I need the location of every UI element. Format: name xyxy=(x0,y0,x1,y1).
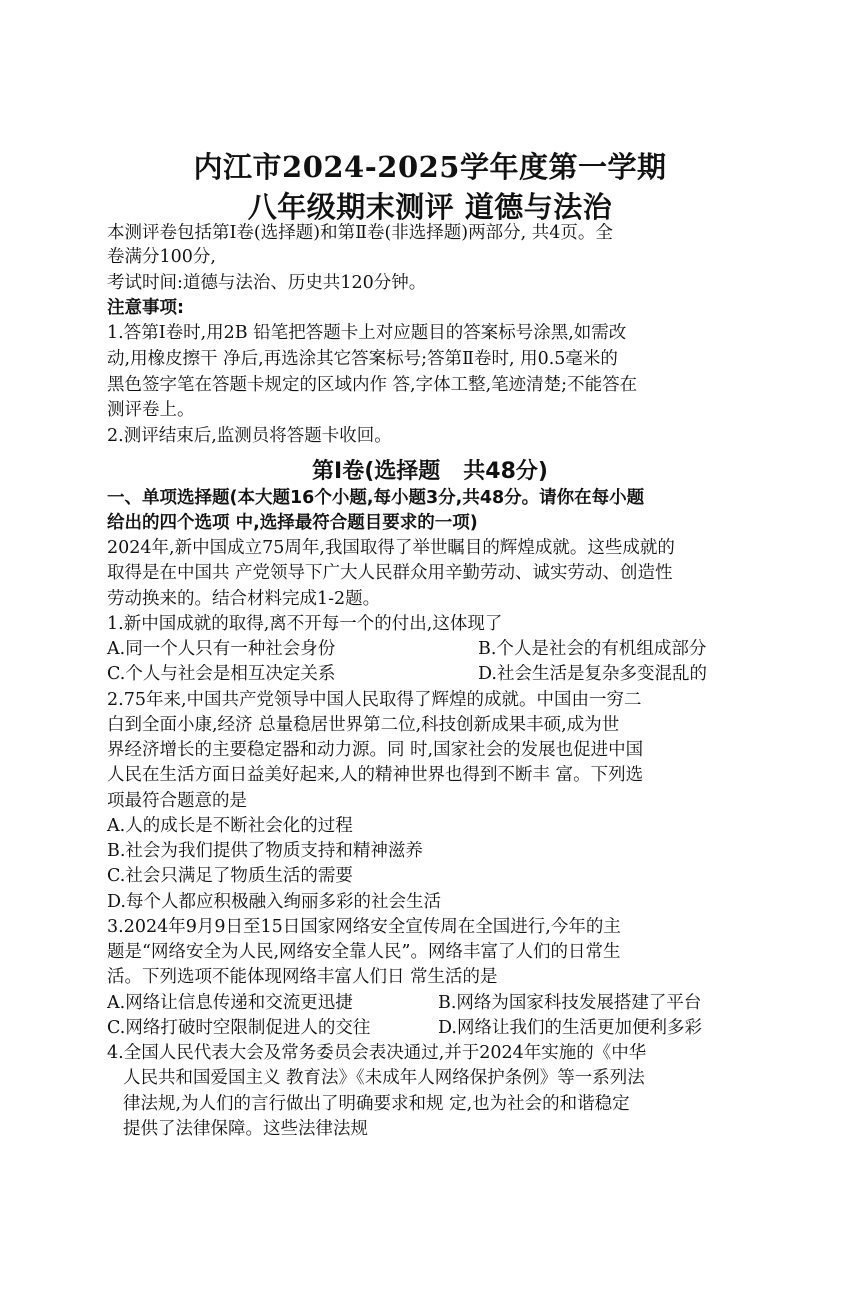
question-4-stem: 4.全国人民代表大会及常务委员会表决通过,并于2024年实施的《中华 xyxy=(107,1043,647,1063)
question-2-stem: 2.75年来,中国共产党领导中国人民取得了辉煌的成就。中国由一穷二 xyxy=(107,690,642,710)
material-line: 2024年,新中国成立75周年,我国取得了举世瞩目的辉煌成就。这些成就的 xyxy=(107,538,675,558)
question-2-option-b: B.社会为我们提供了物质支持和精神滋养 xyxy=(107,841,423,861)
notes-line: 2.测评结束后,监测员将答题卡收回。 xyxy=(107,426,392,446)
question-1-option-a: A.同一个人只有一种社会身份 xyxy=(107,639,336,659)
part1-heading: 给出的四个选项 中,选择最符合题目要求的一项) xyxy=(107,513,478,533)
question-2-option-a: A.人的成长是不断社会化的过程 xyxy=(107,816,353,836)
intro-line: 卷满分100分, xyxy=(107,247,216,267)
question-3-stem: 题是“网络安全为人民,网络安全靠人民”。网络丰富了人们的日常生 xyxy=(107,942,621,962)
question-3-stem: 活。下列选项不能体现网络丰富人们日 常生活的是 xyxy=(107,967,498,987)
material-line: 劳动换来的。结合材料完成1-2题。 xyxy=(107,589,381,609)
question-3-option-c: C.网络打破时空限制促进人的交往 xyxy=(107,1018,371,1038)
question-4-stem: 提供了法律保障。这些法律法规 xyxy=(123,1119,368,1139)
question-3-stem: 3.2024年9月9日至15日国家网络安全宣传周在全国进行,今年的主 xyxy=(107,917,621,937)
notes-line: 1.答第Ⅰ卷时,用2B 铅笔把答题卡上对应题目的答案标号涂黑,如需改 xyxy=(107,323,627,343)
exam-title-line2: 八年级期末测评 道德与法治 xyxy=(247,190,613,224)
question-1-option-d: D.社会生活是复杂多变混乱的 xyxy=(478,664,707,684)
question-4-stem: 人民共和国爱国主义 教育法》《未成年人网络保护条例》等一系列法 xyxy=(123,1068,645,1088)
question-2-option-d: D.每个人都应积极融入绚丽多彩的社会生活 xyxy=(107,892,441,912)
exam-title-line1: 内江市2024-2025学年度第一学期 xyxy=(193,150,667,184)
question-1-stem: 1.新中国成就的取得,离不开每一个的付出,这体现了 xyxy=(107,614,503,634)
section-title: 第Ⅰ卷(选择题 共48分) xyxy=(312,459,548,484)
question-4-stem: 律法规,为人们的言行做出了明确要求和规 定,也为社会的和谐稳定 xyxy=(123,1094,630,1114)
notes-heading: 注意事项: xyxy=(107,298,184,318)
question-1-option-c: C.个人与社会是相互决定关系 xyxy=(107,664,336,684)
notes-line: 动,用橡皮擦干 净后,再选涂其它答案标号;答第Ⅱ卷时, 用0.5毫米的 xyxy=(107,349,618,369)
notes-line: 测评卷上。 xyxy=(107,400,195,420)
intro-line: 本测评卷包括第Ⅰ卷(选择题)和第Ⅱ卷(非选择题)两部分, 共4页。全 xyxy=(107,223,613,243)
question-2-stem: 项最符合题意的是 xyxy=(107,791,247,811)
question-2-stem: 界经济增长的主要稳定器和动力源。同 时,国家社会的发展也促进中国 xyxy=(107,740,644,760)
question-2-option-c: C.社会只满足了物质生活的需要 xyxy=(107,866,353,886)
notes-line: 黑色签字笔在答题卡规定的区域内作 答,字体工整,笔迹清楚;不能答在 xyxy=(107,375,638,395)
question-1-option-b: B.个人是社会的有机组成部分 xyxy=(478,639,707,659)
question-2-stem: 白到全面小康,经济 总量稳居世界第二位,科技创新成果丰硕,成为世 xyxy=(107,715,620,735)
question-2-stem: 人民在生活方面日益美好起来,人的精神世界也得到不断丰 富。下列选 xyxy=(107,765,644,785)
material-line: 取得是在中国共 产党领导下广大人民群众用辛勤劳动、诚实劳动、创造性 xyxy=(107,563,673,583)
question-3-option-d: D.网络让我们的生活更加便利多彩 xyxy=(438,1018,702,1038)
question-3-option-b: B.网络为国家科技发展搭建了平台 xyxy=(438,993,702,1013)
question-3-option-a: A.网络让信息传递和交流更迅捷 xyxy=(107,993,353,1013)
part1-heading: 一、单项选择题(本大题16个小题,每小题3分,共48分。请你在每小题 xyxy=(107,488,645,508)
intro-line: 考试时间:道德与法治、历史共120分钟。 xyxy=(107,273,427,293)
